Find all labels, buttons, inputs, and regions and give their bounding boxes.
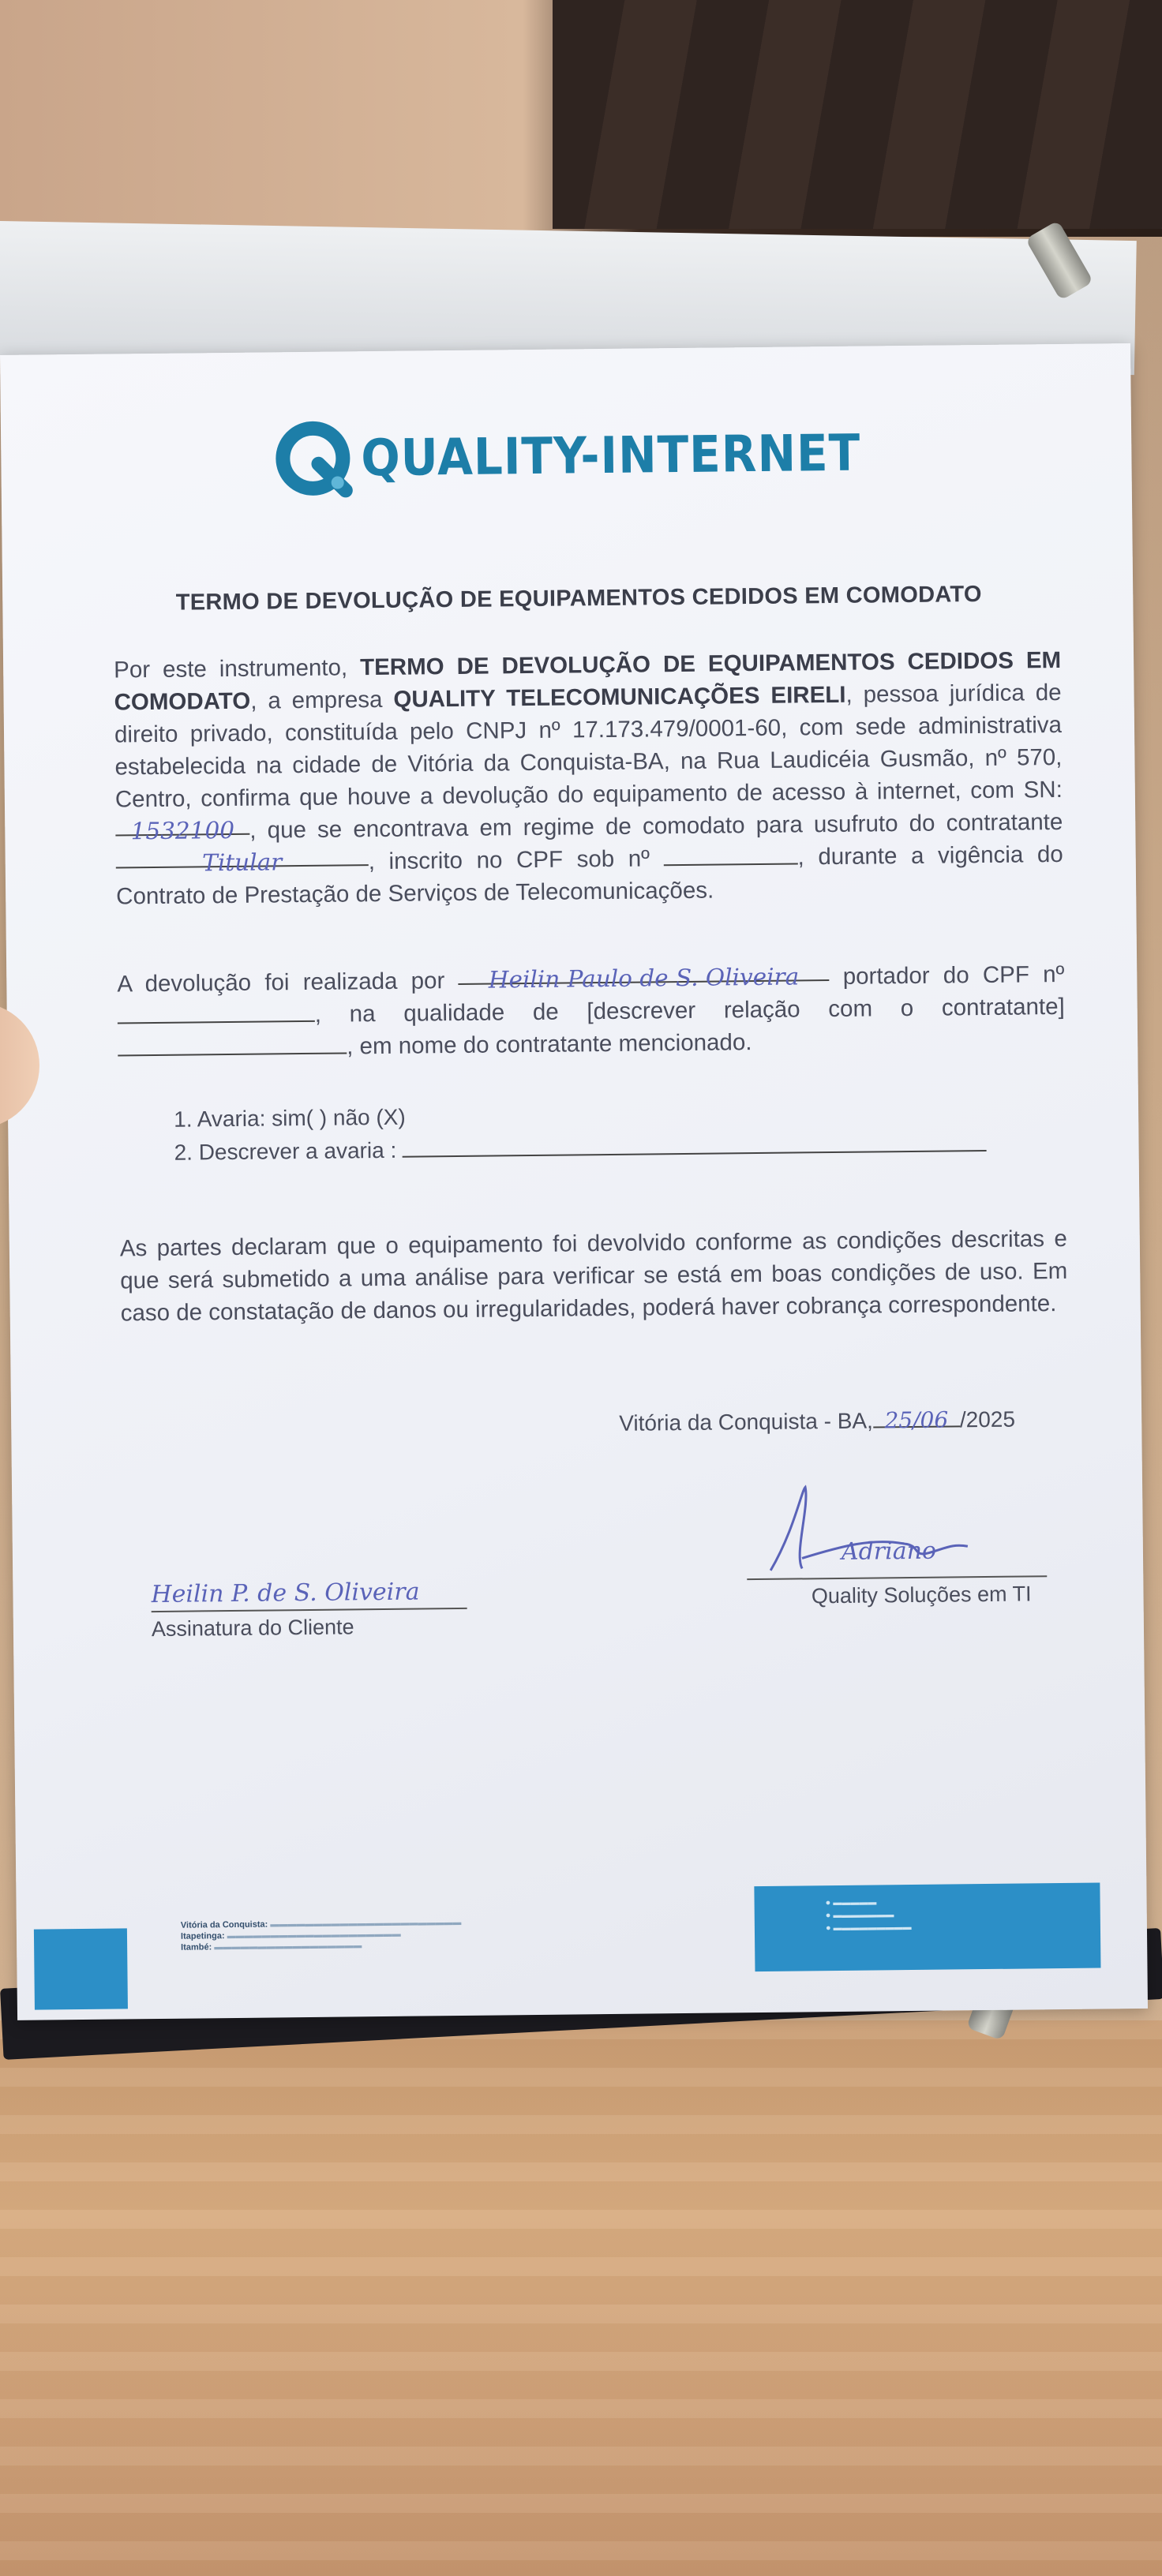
date-line: Vitória da Conquista - BA, 25/06 /2025 [619, 1406, 1016, 1436]
q-logo-icon [269, 414, 357, 502]
background-board [553, 0, 1162, 229]
item-list [174, 1095, 987, 1170]
item-descrever-avaria: 2. Descrever a avaria : [174, 1128, 987, 1170]
logo-text: QUALITY-INTERNET [360, 423, 861, 488]
company-signature-label: Quality Soluções em TI [811, 1582, 1032, 1608]
document-title: TERMO DE DEVOLUÇÃO DE EQUIPAMENTOS CEDIDOS EM COMODATO [175, 581, 982, 616]
background-wall [0, 0, 1162, 237]
document-page [0, 343, 1148, 2020]
client-signature-block [151, 1578, 467, 1642]
paragraph-intro: Por este instrumento, TERMO DE DEVOLUÇÃO DE EQUIPAMENTOS CEDIDOS EM COMODATO, a empresa QUALITY TELECOMUNICAÇÕES EIRELI, pessoa jurídica de direito privado, constituída pelo CNPJ nº 17.173.479/0001-60, com sede administrativa estabelecida na cidade de Vitória da Conquista-BA, na Rua Laudicéia Gusmão, nº 570, Centro, confirma que houve a devolução do equipamento de acesso à internet, com SN:1532100 , que se encontrava em regime de comodato para usufruto do contratante Titular , inscrito no CPF sob nº , durante a vigência do Contrato de Prestação de Serviços de Telecomunicações. [114, 646, 1063, 910]
company-logo [269, 410, 861, 503]
paragraph-devolucao: A devolução foi realizada por Heilin Paulo de S. Oliveira portador do CPF nº , na qualidade de [descrever relação com o contratante], em nome do contratante mencionado. [117, 960, 1065, 1060]
client-signature: Heilin P. de S. Oliveira [151, 1578, 467, 1612]
paragraph-declaracao: As partes declaram que o equipamento foi devolvido conforme as condições descritas e que será submetido a uma análise para verificar se está em boas condições de uso. Em caso de constatação de danos ou irregularidades, poderá haver cobrança correspondente. [119, 1225, 1068, 1327]
footer-contact-box: ● ▬▬▬▬▬ ● ▬▬▬▬▬▬▬ ● ▬▬▬▬▬▬▬▬▬ [754, 1883, 1100, 1972]
company-signature-text: Adriano [841, 1537, 937, 1566]
sn-handwriting: 1532100 [130, 816, 235, 845]
client-signature-label: Assinatura do Cliente [151, 1615, 354, 1642]
contratante-handwriting: Titular [202, 848, 283, 877]
name-handwriting: Heilin Paulo de S. Oliveira [488, 963, 800, 994]
company-signature-block [746, 1481, 1048, 1609]
item-avaria: 1. Avaria: sim( ) não (X) [173, 1104, 406, 1132]
date-handwriting: 25/06 [884, 1406, 949, 1434]
table-surface [0, 2020, 1162, 2576]
footer-brand-square [34, 1928, 128, 2009]
footer-addresses: Vitória da Conquista: ▬▬▬▬▬▬▬▬▬▬▬▬▬▬▬▬▬▬▬▬▬▬ Itapetinga: ▬▬▬▬▬▬▬▬▬▬▬▬▬▬▬▬▬▬▬▬ Itambé: ▬▬▬▬▬▬▬▬▬▬▬▬▬▬▬▬▬ [180, 1917, 462, 1953]
